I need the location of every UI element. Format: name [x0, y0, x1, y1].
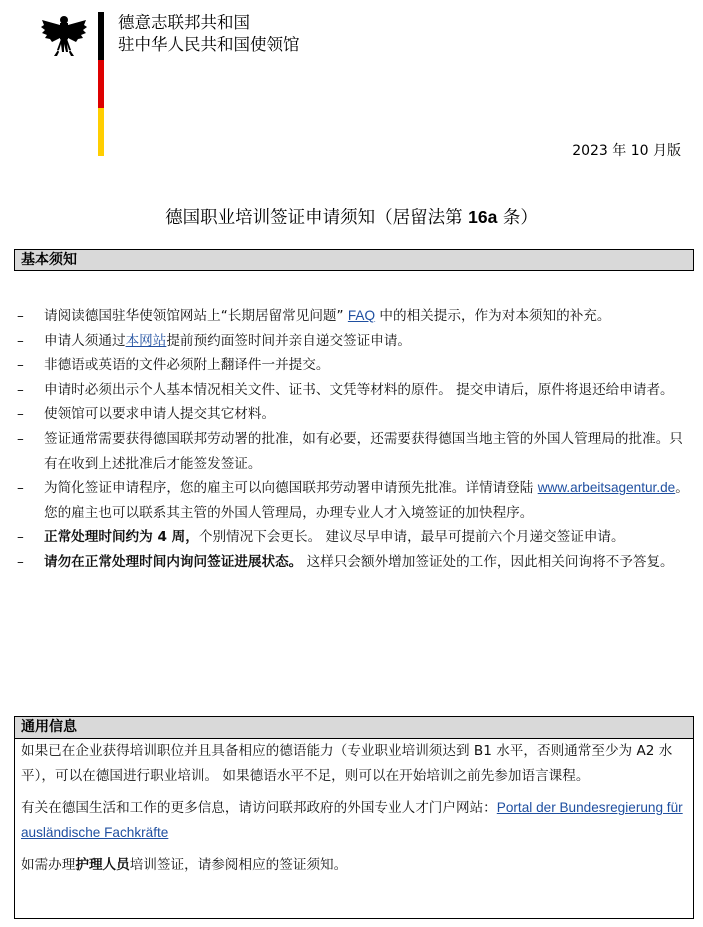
item-text: 个别情况下会更长。 建议尽早申请，最早可提前六个月递交签证申请。 [198, 529, 625, 546]
item-text: 。您的雇主也可以联系其主管的外国人管理局，办理专业人才入境签证的加快程序。 [44, 480, 689, 521]
list-item: – 签证通常需要获得德国联邦劳动署的批准，如有必要，还需要获得德国当地主管的外国人管理局的批准。只有在收到上述批准后才能签发签证。 [14, 427, 694, 476]
flag-gold-stripe [98, 108, 104, 156]
list-item [14, 550, 694, 575]
faq-link[interactable]: FAQ [347, 308, 376, 323]
general-paragraph-3 [15, 853, 693, 878]
paragraph-bold-text: 护理人员 [75, 857, 130, 874]
list-item: – 使领馆可以要求申请人提交其它材料。 [14, 402, 694, 427]
section-heading-basic: 基本须知 [14, 249, 694, 271]
list-item [14, 476, 694, 525]
list-item: – 非德语或英语的文件必须附上翻译件一并提交。 [14, 353, 694, 378]
basic-rules-list [14, 304, 694, 575]
list-item [14, 304, 694, 329]
org-line-2: 驻中华人民共和国使领馆 [118, 35, 300, 54]
section-heading-general: 通用信息 [15, 717, 693, 739]
arbeitsagentur-link[interactable]: www.arbeitsagentur.de [537, 480, 676, 496]
title-suffix: 条） [497, 208, 538, 228]
title-prefix: 德国职业培训签证申请须知（居留法第 [165, 208, 469, 228]
fachkraefte-portal-link[interactable]: Portal der Bundesregierung für ausländische Fachkräfte [21, 800, 683, 840]
item-text: 提前预约面签时间并亲自递交签证申请。 [166, 332, 412, 349]
flag-red-stripe [98, 60, 104, 108]
item-text: 为简化签证申请程序，您的雇主可以向德国联邦劳动署申请预先批准。详情请登陆 [44, 480, 538, 497]
paragraph-text: 培训签证，请参阅相应的签证须知。 [129, 857, 348, 874]
list-item [14, 329, 694, 354]
edition-date: 2023 年 10 月版 [572, 143, 681, 159]
item-bold-text: 请勿在正常处理时间内询问签证进展状态。 [44, 553, 303, 570]
item-bold-text: 正常处理时间约为 4 周， [44, 529, 199, 546]
paragraph-text: 如需办理 [21, 857, 76, 874]
german-flag-bar [98, 12, 104, 156]
appointment-website-link[interactable]: 本网站 [125, 332, 167, 349]
document-title [0, 204, 703, 229]
item-text: 请阅读德国驻华使领馆网站上“长期居留常见问题” [44, 308, 348, 324]
item-text: 中的相关提示，作为对本须知的补充。 [375, 308, 611, 324]
item-text: 这样只会额外增加签证处的工作，因此相关问询将不予答复。 [302, 553, 674, 570]
flag-black-stripe [98, 12, 104, 60]
general-paragraph-1: 如果已在企业获得培训职位并且具备相应的德语能力（专业职业培训须达到 B1 水平，否则通常至少为 A2 水平），可以在德国进行职业培训。 如果德语水平不足，则可以在开始培训之前先参加语言课程。 [21, 743, 673, 784]
federal-eagle-icon [40, 12, 88, 60]
org-line-1: 德意志联邦共和国 [118, 13, 250, 32]
title-bold: 16a [468, 207, 498, 227]
general-info-box [14, 716, 694, 919]
general-paragraph-2 [15, 796, 693, 845]
list-item [14, 525, 694, 550]
item-text: 申请人须通过 [44, 332, 126, 349]
list-item: – 申请时必须出示个人基本情况相关文件、证书、文凭等材料的原件。 提交申请后，原件将退还给申请者。 [14, 378, 694, 403]
paragraph-text: 有关在德国生活和工作的更多信息，请访问联邦政府的外国专业人才门户网站： [21, 800, 497, 817]
organization-name [118, 12, 300, 56]
